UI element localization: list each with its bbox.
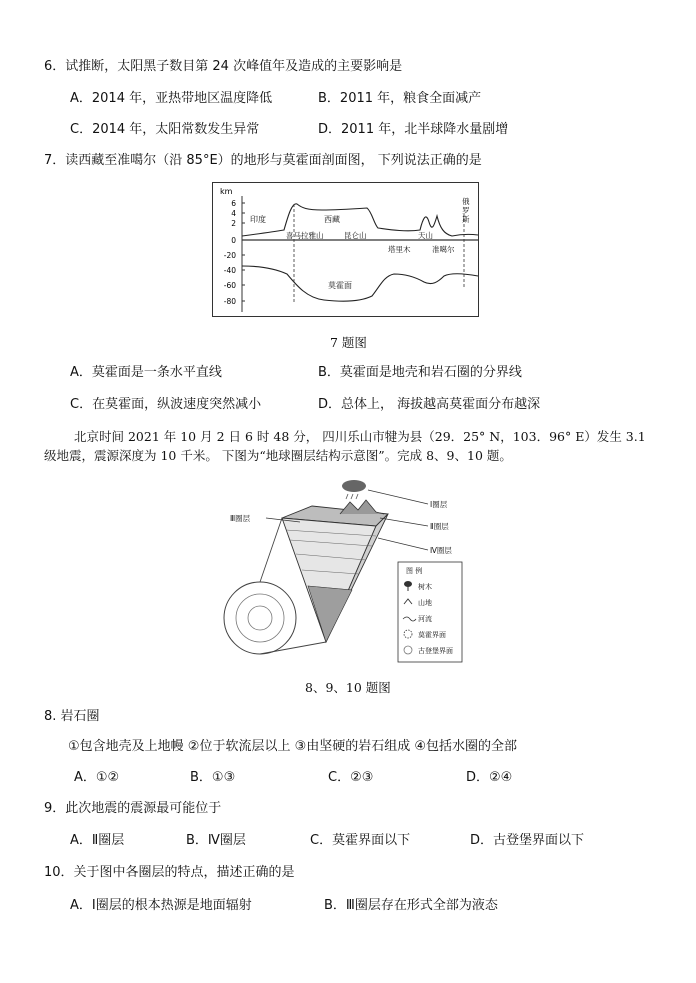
q7-option-d: D．总体上， 海拔越高莫霍面分布越深 (318, 397, 541, 412)
y-tick: -80 (223, 297, 236, 306)
label-layer-4: Ⅳ圈层 (430, 546, 452, 555)
q7-option-b: B．莫霍面是地壳和岩石圈的分界线 (318, 365, 522, 380)
mountain-icon (340, 500, 384, 514)
label-russia-3: 斯 (462, 215, 470, 224)
q9-option-a: A．Ⅱ圈层 (70, 833, 125, 848)
q7-option-c: C．在莫霍面，纵波速度突然减小 (70, 397, 262, 412)
label-moho: 莫霍面 (328, 281, 352, 290)
label-russia-1: 俄 (462, 197, 470, 206)
q10-option-a: A．Ⅰ圈层的根本热源是地面辐射 (70, 898, 252, 913)
label-tianshan: 天山 (418, 231, 433, 240)
q8-option-c: C．②③ (328, 770, 374, 785)
q8-option-d: D．②④ (466, 770, 513, 785)
label-layer-1: Ⅰ圈层 (430, 500, 448, 509)
y-tick: 4 (231, 209, 236, 218)
q6-option-d: D．2011 年，北半球降水量剧增 (318, 122, 509, 137)
y-tick: 2 (231, 219, 236, 228)
label-junggar: 准噶尔 (432, 245, 455, 254)
q8-stem: 8. 岩石圈 (44, 709, 100, 724)
legend-item: 树木 (418, 583, 432, 591)
legend-item: 古登堡界面 (418, 647, 453, 655)
intro-line-2: 级地震，震源深度为 10 千米。 下图为“地球圈层结构示意图”。完成 8、9、10 题。 (44, 448, 512, 463)
figure2-caption: 8、9、10 题图 (305, 680, 391, 695)
label-layer-3: Ⅲ圈层 (230, 514, 251, 523)
legend-item: 河流 (418, 615, 432, 623)
label-india: 印度 (250, 215, 266, 224)
q6-stem: 6．试推断，太阳黑子数目第 24 次峰值年及造成的主要影响是 (44, 59, 403, 74)
q10-option-b: B．Ⅲ圈层存在形式全部为液态 (324, 898, 498, 913)
q9-option-c: C．莫霍界面以下 (310, 833, 411, 848)
label-russia-2: 罗 (462, 206, 470, 215)
q8-option-a: A．①② (74, 770, 120, 785)
label-himalaya: 喜马拉雅山 (286, 231, 324, 240)
earth-layers-figure (220, 474, 470, 674)
y-tick: -60 (223, 281, 236, 290)
y-tick: 6 (231, 199, 236, 208)
label-tibet: 西藏 (324, 215, 340, 224)
intro-line-1: 北京时间 2021 年 10 月 2 日 6 时 48 分， 四川乐山市犍为县（29．25° N，103．96° E）发生 3.1 (74, 429, 646, 444)
legend-item: 莫霍界面 (418, 631, 446, 639)
q6-option-b: B．2011 年，粮食全面减产 (318, 91, 482, 106)
label-kunlun: 昆仑山 (344, 231, 367, 240)
q6-option-a: A．2014 年，亚热带地区温度降低 (70, 91, 273, 106)
globe-circle (224, 582, 296, 654)
q8-items: ①包含地壳及上地幔 ②位于软流层以上 ③由坚硬的岩石组成 ④包括水圈的全部 (68, 739, 518, 754)
y-tick: 0 (231, 236, 236, 245)
unit-label: km (220, 187, 233, 196)
label-layer-2: Ⅱ圈层 (430, 522, 449, 531)
q8-option-b: B．①③ (190, 770, 236, 785)
legend-item: 山地 (418, 599, 432, 607)
moho-profile-figure (212, 182, 480, 318)
q10-stem: 10．关于图中各圈层的特点，描述正确的是 (44, 865, 295, 880)
legend-title: 图 例 (406, 567, 423, 575)
q7-stem: 7．读西藏至准噶尔（沿 85°E）的地形与莫霍面剖面图， 下列说法正确的是 (44, 153, 482, 168)
q9-option-b: B．Ⅳ圈层 (186, 833, 246, 848)
label-tarim: 塔里木 (388, 245, 411, 254)
y-tick: -40 (223, 266, 236, 275)
q9-option-d: D．古登堡界面以下 (470, 833, 585, 848)
y-tick: -20 (223, 251, 236, 260)
q9-stem: 9．此次地震的震源最可能位于 (44, 801, 222, 816)
q7-figure-caption: 7 题图 (330, 335, 367, 350)
rain-cloud-icon (342, 480, 366, 492)
q7-option-a: A．莫霍面是一条水平直线 (70, 365, 222, 380)
q6-option-c: C．2014 年，太阳常数发生异常 (70, 122, 260, 137)
